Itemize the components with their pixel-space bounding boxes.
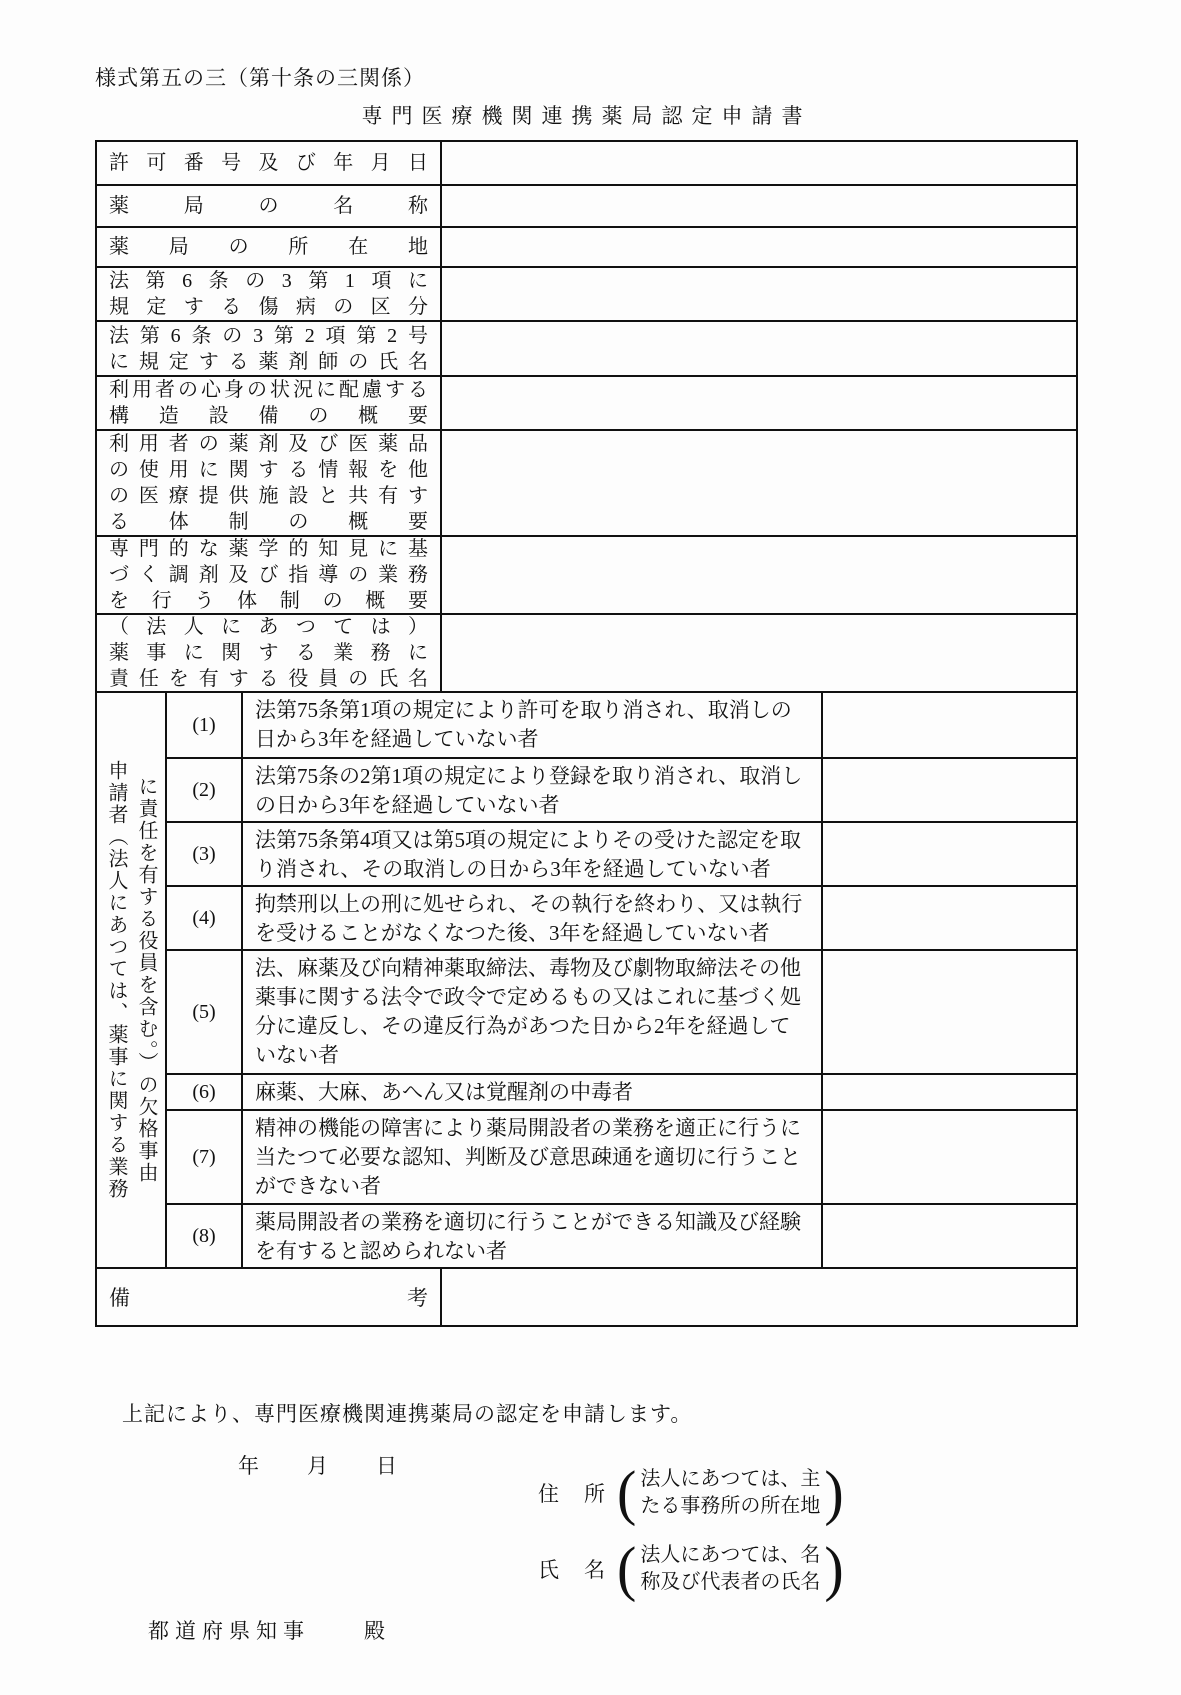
label-line: に規定する薬剤師の氏名 — [109, 350, 428, 373]
main-table — [95, 140, 1078, 1327]
item-value-cell — [823, 759, 1076, 821]
name-label: 氏 名 — [538, 1558, 607, 1582]
applicant-disqualification-side-label — [97, 693, 167, 1267]
form-number: 様式第五の三（第十条の三関係） — [95, 66, 425, 90]
remarks-label-left: 備 — [109, 1286, 130, 1310]
structure-facilities-value-cell — [442, 377, 1076, 429]
declaration-text: 上記により、専門医療機関連携薬局の認定を申請します。 — [122, 1402, 693, 1426]
paren-close: ) — [824, 1534, 844, 1603]
item-number: (1) — [167, 693, 243, 757]
name-note-line-2: 称及び代表者の氏名 — [640, 1571, 821, 1593]
table-row-disease-category — [97, 266, 1076, 320]
disease-category-label — [97, 268, 442, 320]
item-number: (5) — [167, 951, 243, 1073]
disqualification-items — [167, 693, 1076, 1267]
address-note-line-1: 法人にあつては、主 — [640, 1468, 821, 1490]
table-row-permit-number — [97, 142, 1076, 184]
info-sharing-system-value-cell — [442, 431, 1076, 535]
label-line: づく調剤及び指導の業務 — [109, 564, 428, 586]
item-value-cell — [823, 1205, 1076, 1267]
name-signature-block — [538, 1534, 844, 1603]
item-text: 法第75条第1項の規定により許可を取り消され、取消しの日から3年を経過していない者 — [243, 693, 823, 757]
responsible-officers-value-cell — [442, 615, 1076, 691]
structure-facilities-label — [97, 377, 442, 429]
label-line: 規定する傷病の区分 — [109, 296, 428, 318]
label-line: 利用者の心身の状況に配慮する — [109, 379, 428, 401]
label-line: 専門的な薬学的知見に基 — [109, 538, 428, 560]
item-number: (8) — [167, 1205, 243, 1267]
item-number: (2) — [167, 759, 243, 821]
item-number: (3) — [167, 823, 243, 885]
item-number: (7) — [167, 1111, 243, 1203]
item-number: (6) — [167, 1075, 243, 1109]
disqualification-item-7 — [167, 1109, 1076, 1203]
address-note-line-2: たる事務所の所在地 — [640, 1495, 821, 1517]
item-value-cell — [823, 951, 1076, 1073]
label-line: 法第6条の3第2項第2号 — [109, 324, 428, 347]
permit-number-label — [97, 142, 442, 184]
item-text: 拘禁刑以上の刑に処せられ、その執行を終わり、又は執行を受けることがなくなつた後、3年を経過していない者 — [243, 887, 823, 949]
disqualification-item-6 — [167, 1073, 1076, 1109]
pharmacy-name-label — [97, 186, 442, 226]
label-line: の医療提供施設と共有す — [109, 485, 428, 507]
item-text: 薬局開設者の業務を適切に行うことができる知識及び経験を有すると認められない者 — [243, 1205, 823, 1267]
label-line: の使用に関する情報を他 — [109, 459, 428, 481]
disqualification-item-4 — [167, 885, 1076, 949]
side-label-column-1: 申請者（法人にあつては、薬事に関する業務 — [105, 760, 127, 1200]
table-row-pharmacy-name — [97, 184, 1076, 226]
item-value-cell — [823, 1111, 1076, 1203]
label-line: 利用者の薬剤及び医薬品 — [109, 433, 428, 455]
label-line: 許可番号及び年月日 — [109, 152, 428, 174]
specialized-dispensing-system-label — [97, 537, 442, 613]
label-line: 薬局の名称 — [109, 195, 428, 217]
page-title: 専門医療機関連携薬局認定申請書 — [361, 104, 812, 128]
name-note-line-1: 法人にあつては、名 — [640, 1544, 821, 1566]
paren-open: ( — [617, 1534, 637, 1603]
address-label: 住 所 — [538, 1482, 607, 1506]
item-text: 麻薬、大麻、あへん又は覚醒剤の中毒者 — [243, 1075, 823, 1109]
disqualification-item-1 — [167, 693, 1076, 757]
disease-category-value-cell — [442, 268, 1076, 320]
item-text: 精神の機能の障害により薬局開設者の業務を適正に行うに当たつて必要な認知、判断及び意思疎通を適切に行うことができない者 — [243, 1111, 823, 1203]
pharmacist-name-label — [97, 322, 442, 375]
paren-open: ( — [617, 1458, 637, 1527]
item-text: 法第75条第4項又は第5項の規定によりその受けた認定を取り消され、その取消しの日から3年を経過していない者 — [243, 823, 823, 885]
remarks-value-cell — [442, 1269, 1076, 1325]
pharmacy-name-value-cell — [442, 186, 1076, 226]
permit-number-value-cell — [442, 142, 1076, 184]
info-sharing-system-label — [97, 431, 442, 535]
label-line: 薬局の所在地 — [109, 236, 428, 258]
item-number: (4) — [167, 887, 243, 949]
disqualification-item-2 — [167, 757, 1076, 821]
item-value-cell — [823, 693, 1076, 757]
table-row-info-sharing-system — [97, 429, 1076, 535]
disqualification-item-8 — [167, 1203, 1076, 1267]
side-label-column-2: に責任を有する役員を含む。）の欠格事由 — [135, 776, 157, 1184]
label-line: 構造設備の概要 — [109, 405, 428, 427]
label-line: 薬事に関する業務に — [109, 642, 428, 664]
recipient-line: 都道府県知事 殿 — [148, 1619, 391, 1643]
date-line: 年 月 日 — [238, 1454, 399, 1478]
remarks-label — [97, 1269, 442, 1325]
item-text: 法第75条の2第1項の規定により登録を取り消され、取消しの日から3年を経過していない者 — [243, 759, 823, 821]
pharmacist-name-value-cell — [442, 322, 1076, 375]
disqualification-item-3 — [167, 821, 1076, 885]
label-line: る体制の概要 — [109, 511, 428, 533]
item-text: 法、麻薬及び向精神薬取締法、毒物及び劇物取締法その他薬事に関する法令で政令で定めるもの又はこれに基づく処分に違反し、その違反行為があつた日から2年を経過していない者 — [243, 951, 823, 1073]
remarks-label-right: 考 — [407, 1286, 428, 1310]
responsible-officers-label — [97, 615, 442, 691]
remarks-row — [97, 1267, 1076, 1325]
label-line: 法第6条の3第1項に — [109, 270, 428, 292]
item-value-cell — [823, 1075, 1076, 1109]
name-note — [640, 1542, 820, 1596]
table-row-pharmacist-name — [97, 320, 1076, 375]
item-value-cell — [823, 887, 1076, 949]
table-row-responsible-officers — [97, 613, 1076, 691]
address-signature-block — [538, 1458, 844, 1527]
disqualification-section — [97, 691, 1076, 1267]
address-note — [640, 1466, 820, 1520]
item-value-cell — [823, 823, 1076, 885]
label-line: （法人にあつては） — [109, 616, 428, 638]
disqualification-item-5 — [167, 949, 1076, 1073]
table-row-specialized-dispensing-system — [97, 535, 1076, 613]
pharmacy-address-value-cell — [442, 228, 1076, 266]
paren-close: ) — [824, 1458, 844, 1527]
table-row-structure-facilities — [97, 375, 1076, 429]
pharmacy-address-label — [97, 228, 442, 266]
label-line: を行う体制の概要 — [109, 590, 428, 612]
specialized-dispensing-system-value-cell — [442, 537, 1076, 613]
label-line: 責任を有する役員の氏名 — [109, 668, 428, 690]
table-row-pharmacy-address — [97, 226, 1076, 266]
